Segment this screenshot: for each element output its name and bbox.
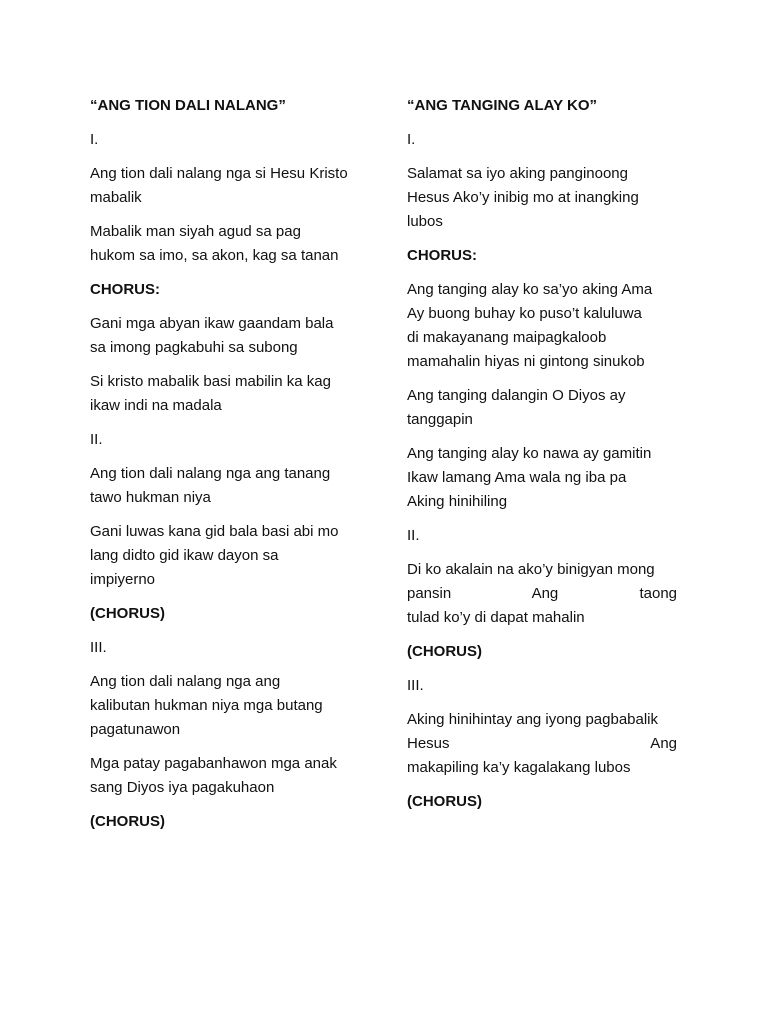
verse-3-paragraph-2 <box>90 752 380 800</box>
lyric-line: sa imong pagkabuhi sa subong <box>90 339 298 356</box>
verse-3-label: III. <box>407 677 424 694</box>
lyric-line: Mga patay pagabanhawon mga anak <box>90 755 337 772</box>
lyric-line: Gani luwas kana gid bala basi abi mo <box>90 523 339 540</box>
lyric-line: mamahalin hiyas ni gintong sinukob <box>407 353 645 370</box>
verse-2-paragraph-2 <box>90 520 380 592</box>
left-song-column <box>90 94 380 844</box>
chorus-paragraph-1 <box>407 278 677 374</box>
verse-3-paragraph-1 <box>90 670 380 742</box>
chorus-reference: (CHORUS) <box>407 643 482 660</box>
right-song-column <box>407 94 677 824</box>
lyric-line: ikaw indi na madala <box>90 397 222 414</box>
lyric-line: Gani mga abyan ikaw gaandam bala <box>90 315 334 332</box>
lyric-line: di makayanang maipagkaloob <box>407 329 607 346</box>
chorus-reference: (CHORUS) <box>90 813 165 830</box>
lyric-line: makapiling ka’y kagalakang lubos <box>407 759 631 776</box>
right-song-title: “ANG TANGING ALAY KO” <box>407 97 598 114</box>
lyric-line: lang didto gid ikaw dayon sa <box>90 547 279 564</box>
lyric-line: Salamat sa iyo aking panginoong <box>407 165 628 182</box>
lyric-line: Ang tion dali nalang nga ang tanang <box>90 465 331 482</box>
verse-1-paragraph-1 <box>90 162 380 210</box>
lyric-line: hukom sa imo, sa akon, kag sa tanan <box>90 247 339 264</box>
lyric-line: pansin Ang taong <box>407 585 677 602</box>
lyric-line: Ang tanging alay ko sa’yo aking Ama <box>407 281 653 298</box>
lyric-line: Hesus Ang <box>407 735 677 752</box>
lyric-line: kalibutan hukman niya mga butang <box>90 697 323 714</box>
verse-1-paragraph-2 <box>90 220 380 268</box>
left-song-title: “ANG TION DALI NALANG” <box>90 97 286 114</box>
lyric-line: Ang tanging dalangin O Diyos ay <box>407 387 626 404</box>
lyric-line: Ang tion dali nalang nga ang <box>90 673 281 690</box>
lyric-line: Ay buong buhay ko puso’t kaluluwa <box>407 305 642 322</box>
lyric-line: Aking hinihintay ang iyong pagbabalik <box>407 711 659 728</box>
lyric-line: sang Diyos iya pagakuhaon <box>90 779 275 796</box>
lyric-line: Mabalik man siyah agud sa pag <box>90 223 301 240</box>
chorus-reference: (CHORUS) <box>407 793 482 810</box>
chorus-paragraph-2 <box>90 370 380 418</box>
verse-1-label: I. <box>90 131 99 148</box>
lyric-line: Si kristo mabalik basi mabilin ka kag <box>90 373 331 390</box>
lyric-line: tawo hukman niya <box>90 489 211 506</box>
chorus-heading: CHORUS: <box>407 247 477 264</box>
lyric-line: pagatunawon <box>90 721 181 738</box>
lyric-line: tanggapin <box>407 411 473 428</box>
lyric-line: impiyerno <box>90 571 156 588</box>
lyric-line: tulad ko’y di dapat mahalin <box>407 609 585 626</box>
chorus-paragraph-1 <box>90 312 380 360</box>
chorus-reference: (CHORUS) <box>90 605 165 622</box>
lyric-line: Hesus Ako’y inibig mo at inangking <box>407 189 639 206</box>
verse-2-paragraph-1 <box>90 462 380 510</box>
lyric-line: Di ko akalain na ako’y binigyan mong <box>407 561 655 578</box>
chorus-paragraph-2 <box>407 384 677 432</box>
chorus-paragraph-3 <box>407 442 677 514</box>
verse-2-label: II. <box>407 527 420 544</box>
lyric-line: lubos <box>407 213 443 230</box>
chorus-heading: CHORUS: <box>90 281 160 298</box>
verse-2-paragraph-1 <box>407 558 677 630</box>
verse-1-label: I. <box>407 131 416 148</box>
lyric-line: Ang tion dali nalang nga si Hesu Kristo <box>90 165 348 182</box>
verse-2-label: II. <box>90 431 103 448</box>
verse-1-paragraph-1 <box>407 162 677 234</box>
lyric-line: Ikaw lamang Ama wala ng iba pa <box>407 469 627 486</box>
verse-3-paragraph-1 <box>407 708 677 780</box>
lyric-line: Aking hinihiling <box>407 493 508 510</box>
verse-3-label: III. <box>90 639 107 656</box>
lyric-line: mabalik <box>90 189 142 206</box>
lyric-line: Ang tanging alay ko nawa ay gamitin <box>407 445 652 462</box>
